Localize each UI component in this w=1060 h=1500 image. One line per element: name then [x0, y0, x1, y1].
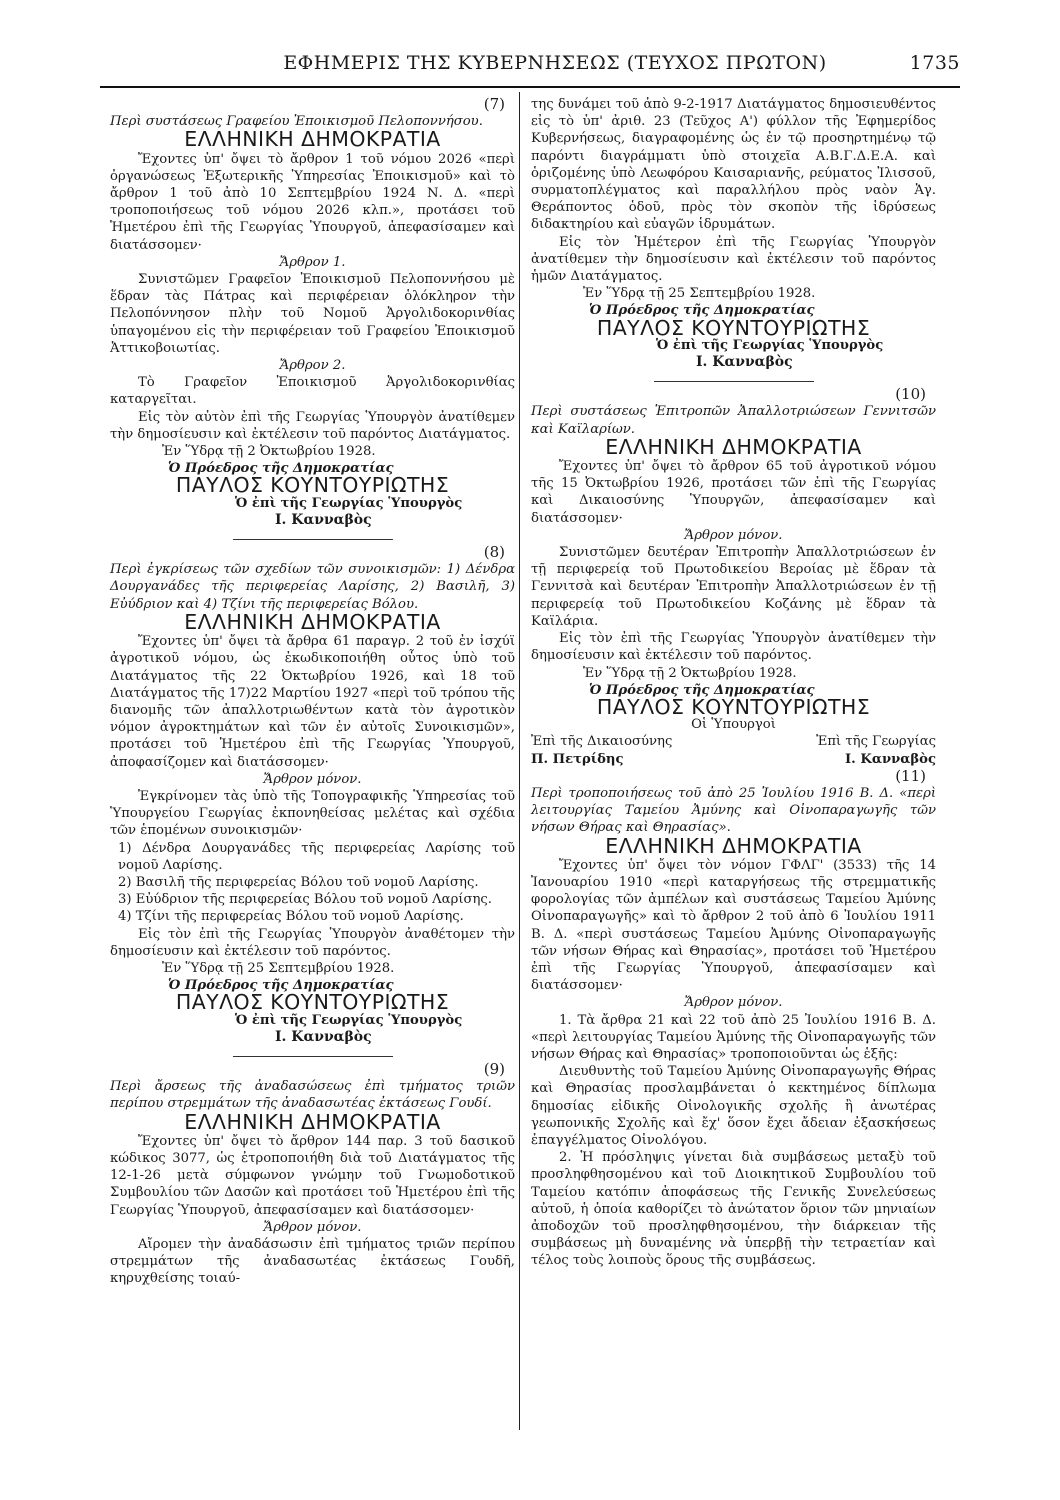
decree-date: Ἐν Ὕδρᾳ τῇ 2 Ὀκτωβρίου 1928. — [583, 665, 797, 681]
minister2-name: Ι. Κανναβὸς — [845, 751, 936, 767]
list-item: 2) Βασιλῆ τῆς περιφερείας Βόλου τοῦ νομοῦ Λαρίσης. — [118, 874, 479, 890]
decree-date: Ἐν Ὕδρᾳ τῇ 25 Σεπτεμβρίου 1928. — [162, 960, 395, 976]
republic-heading: ΕΛΛΗΝΙΚΗ ΔΗΜΟΚΡΑΤΙΑ — [605, 434, 862, 459]
column-divider — [519, 92, 520, 1430]
decree-date: Ἐν Ὕδρᾳ τῇ 25 Σεπτεμβρίου 1928. — [583, 286, 816, 302]
article-label: Ἄρθρον 2. — [279, 358, 346, 374]
preamble: Ἔχοντες ὑπ' ὄψει τὰ ἄρθρα 61 παραγρ. 2 τοῦ ἐν ἰσχύϊ ἀγροτικοῦ νόμου, ὡς ἐκωδικοποιήθη οὗτος ὑπὸ τοῦ Διατάγματος τῆς 22 Ὀκτωβρίου 1926, καὶ 18 τοῦ Διατάγματος τῆς 17)22 Μαρτίου 1927 «περὶ τοῦ τρόπου τῆς διανομῆς τῶν ἀπαλλοτριωθέντων κατὰ τὸν ἀγροτικὸν νόμον ἀγροκτημάτων καὶ τῶν ἐν αὐτοῖς Συνοικισμῶν», προτάσει τοῦ Ἡμετέρου ἐπὶ τῆς Γεωργίας Ὑπουργοῦ, ἀποφασίζομεν καὶ διατάσσομεν· — [110, 634, 515, 770]
minister-title: Ὁ ἐπὶ τῆς Γεωργίας Ὑπουργὸς — [235, 495, 463, 511]
decree-9 — [110, 1061, 515, 1288]
republic-heading: ΕΛΛΗΝΙΚΗ ΔΗΜΟΚΡΑΤΙΑ — [184, 127, 441, 152]
preamble: Ἔχοντες ὑπ' ὄψει τὸν νόμον ΓΦΛΓ' (3533) τῆς 14 Ἰανουαρίου 1910 «περὶ καταργήσεως τῆς στρεμματικῆς φορολογίας τῶν ἀμπέλων καὶ συστάσεως Ταμείου Ἀμύνης Οἰνοπαραγωγῆς» καὶ τὸ ἄρθρον 2 τοῦ ἀπὸ 6 Ἰουλίου 1911 Β. Δ. «περὶ συστάσεως Ταμείου Ἀμύνης Οἰνοπαραγωγῆς τῶν νήσων Θήρας καὶ Θηρασίας», προτάσει τοῦ Ἡμετέρου ἐπὶ τῆς Γεωργίας Ὑπουργοῦ, ἀπεφασίσαμεν καὶ διατάσσομεν· — [531, 857, 936, 994]
closing-text: Εἰς τὸν αὐτὸν ἐπὶ τῆς Γεωργίας Ὑπουργὸν ἀνατίθεμεν τὴν δημοσίευσιν καὶ ἐκτέλεσιν τοῦ παρόντος Διατάγματος. — [110, 409, 515, 442]
list-item: 3) Εὐύδριον τῆς περιφερείας Βόλου τοῦ νομοῦ Λαρίσης. — [118, 892, 492, 908]
president-title: Ὁ Πρόεδρος τῆς Δημοκρατίας — [168, 978, 394, 994]
separator — [233, 539, 393, 540]
article-label: Ἄρθρον μόνον. — [684, 995, 783, 1011]
decree-11 — [531, 768, 936, 1270]
minister-name: Ι. Κανναβὸς — [696, 354, 793, 371]
article-text: Τὸ Γραφεῖον Ἐποικισμοῦ Ἀργολιδοκορινθίας καταργεῖται. — [110, 375, 515, 408]
page-header — [150, 52, 960, 82]
article-text: Συνιστῶμεν δευτέραν Ἐπιτροπὴν Ἀπαλλοτριώσεων ἐν τῇ περιφερείᾳ τοῦ Πρωτοδικείου Βεροίας μὲ ἕδραν τὰ Γεννιτσὰ καὶ δευτέραν Ἐπιτροπὴν Ἀπαλλοτριώσεων ἐν τῇ περιφερείᾳ τοῦ Πρωτοδικείου Κοζάνης μὲ ἕδραν τὰ Καϊλάρια. — [531, 545, 936, 629]
decree-number: (7) — [483, 95, 505, 113]
minister-name: Ι. Κανναβὸς — [275, 511, 372, 528]
article-label: Ἄρθρον 1. — [279, 254, 346, 270]
article-text: Συνιστῶμεν Γραφεῖον Ἐποικισμοῦ Πελοποννήσου μὲ ἕδραν τὰς Πάτρας καὶ περιφέρειαν ὁλόκληρον τὴν Πελοπόννησον πλὴν τοῦ Νομοῦ Ἀργολιδοκορινθίας ὑπαγομένου εἰς τὴν περιφέρειαν τοῦ Γραφείου Ἐποικισμοῦ Ἀττικοβοιωτίας. — [110, 272, 515, 356]
minister1-name: Π. Πετρίδης — [531, 751, 624, 767]
minister-title: Ὁ ἐπὶ τῆς Γεωργίας Ὑπουργὸς — [656, 337, 884, 353]
president-name: ΠΑΥΛΟΣ ΚΟΥΝΤΟΥΡΙΩΤΗΣ — [596, 694, 871, 719]
president-name: ΠΑΥΛΟΣ ΚΟΥΝΤΟΥΡΙΩΤΗΣ — [175, 473, 450, 498]
right-column — [531, 96, 936, 1270]
paragraph-1: 1. Τὰ ἄρθρα 21 καὶ 22 τοῦ ἀπὸ 25 Ἰουλίου 1916 Β. Δ. «περὶ λειτουργίας Ταμείου Ἀμύνης τῆς Οἰνοπαραγωγῆς τῶν νήσων Θήρας καὶ Θηρασίας» τροποποιοῦνται ὡς ἑξῆς: — [531, 1012, 936, 1062]
list-item: 1) Δένδρα Δουργανάδες τῆς περιφερείας Λαρίσης τοῦ νομοῦ Λαρίσης. — [118, 840, 515, 873]
header-title: ΕΦΗΜΕΡΙΣ ΤΗΣ ΚΥΒΕΡΝΗΣΕΩΣ (ΤΕΥΧΟΣ ΠΡΩΤΟΝ) — [283, 52, 827, 74]
header-rule — [100, 86, 960, 88]
president-name: ΠΑΥΛΟΣ ΚΟΥΝΤΟΥΡΙΩΤΗΣ — [175, 990, 450, 1015]
closing-text: Εἰς τὸν ἐπὶ τῆς Γεωργίας Ὑπουργὸν ἀναθέτομεν τὴν δημοσίευσιν καὶ ἐκτέλεσιν τοῦ παρόντος. — [110, 926, 515, 959]
list-item: 4) Τζίνι τῆς περιφερείας Βόλου τοῦ νομοῦ Λαρίσης. — [118, 909, 464, 925]
page-number: 1735 — [909, 52, 960, 74]
decree-number: (10) — [895, 385, 926, 404]
president-title: Ὁ Πρόεδρος τῆς Δημοκρατίας — [589, 682, 815, 698]
preamble: Ἔχοντες ὑπ' ὄψει τὸ ἄρθρον 1 τοῦ νόμου 2026 «περὶ ὀργανώσεως Ἐξωτερικῆς Ὑπηρεσίας Ἐποικισμοῦ» καὶ τὸ ἄρθρον 1 τοῦ ἀπὸ 10 Σεπτεμβρίου 1924 Ν. Δ. «περὶ τροποποιήσεως τοῦ νόμου 2026 κλπ.», προτάσει τοῦ Ἡμετέρου ἐπὶ τῆς Γεωργίας Ὑπουργοῦ, ἀπεφασίσαμεν καὶ διατάσσομεν· — [110, 151, 515, 253]
ministers-names — [531, 751, 936, 768]
decree-number: (8) — [483, 543, 505, 562]
continued-text: της δυνάμει τοῦ ἀπὸ 9-2-1917 Διατάγματος δημοσιευθέντος εἰς τὸ ὑπ' ἀριθ. 23 (Τεῦχος Α') φύλλον τῆς Ἐφημερίδος Κυβερνήσεως, διαγραφομένης ὡς ἐν τῷ προσηρτημένῳ τῷ παρόντι διαγράμματι ὑπὸ στοιχεῖα Α.Β.Γ.Δ.Ε.Α. καὶ ὁριζομένης ὑπὸ Λεωφόρου Καισαριανῆς, ρεύματος Ἰλισσοῦ, συρματοπλέγματος καὶ παραλλήλου πρὸς ναὸν Ἁγ. Θεράποντος ὁδοῦ, πρὸς τὸν σκοπὸν τῆς ἱδρύσεως διδακτηρίου καὶ εὐαγῶν ἱδρυμάτων. — [531, 97, 936, 233]
article-text: Ἐγκρίνομεν τὰς ὑπὸ τῆς Τοπογραφικῆς Ὑπηρεσίας τοῦ Ὑπουργείου Γεωργίας ἐκπονηθείσας μελέτας καὶ σχέδια τῶν ἑπομένων συνοικισμῶν· — [110, 788, 515, 839]
article-label: Ἄρθρον μόνον. — [263, 771, 362, 787]
separator — [654, 381, 814, 382]
republic-heading: ΕΛΛΗΝΙΚΗ ΔΗΜΟΚΡΑΤΙΑ — [184, 609, 441, 634]
decree-9-continued — [531, 96, 936, 382]
republic-heading: ΕΛΛΗΝΙΚΗ ΔΗΜΟΚΡΑΤΙΑ — [605, 833, 862, 858]
decree-title: Περὶ ἄρσεως τῆς ἀναδασώσεως ἐπὶ τμήματος τριῶν περίπου στρεμμάτων τῆς ἀναδασωτέας ἐκτάσεως Γουδί. — [110, 1079, 515, 1112]
paragraph-1b: Διευθυντὴς τοῦ Ταμείου Ἀμύνης Οἰνοπαραγωγῆς Θήρας καὶ Θηρασίας προσλαμβάνεται ὁ κεκτημένος δίπλωμα δημοσίας εἰδικῆς Οἰνολογικῆς σχολῆς ἢ ἀνωτέρας γεωπονικῆς Σχολῆς καὶ ἔχ' ὅσον ἔχει ἄδειαν ἐξασκήσεως ἐπαγγέλματος Οἰνολόγου. — [531, 1064, 936, 1148]
republic-heading: ΕΛΛΗΝΙΚΗ ΔΗΜΟΚΡΑΤΙΑ — [184, 1109, 441, 1134]
minister-name: Ι. Κανναβὸς — [275, 1028, 372, 1045]
minister1-title: Ἐπὶ τῆς Δικαιοσύνης — [531, 734, 673, 750]
decree-8 — [110, 544, 515, 1057]
president-name: ΠΑΥΛΟΣ ΚΟΥΝΤΟΥΡΙΩΤΗΣ — [596, 315, 871, 340]
ministers-label: Οἱ Ὑπουργοὶ — [691, 717, 776, 733]
decree-title: Περὶ τροποποιήσεως τοῦ ἀπὸ 25 Ἰουλίου 1916 Β. Δ. «περὶ λειτουργίας Ταμείου Ἀμύνης καὶ Οἰνοπαραγωγῆς τῶν νήσων Θήρας καὶ Θηρασίας». — [531, 785, 936, 836]
preamble: Ἔχοντες ὑπ' ὄψει τὸ ἄρθρον 144 παρ. 3 τοῦ δασικοῦ κώδικος 3077, ὡς ἐτροποποιήθη διὰ τοῦ Διατάγματος τῆς 12-1-26 μετὰ σύμφωνον γνώμην τοῦ Γνωμοδοτικοῦ Συμβουλίου τῶν Δασῶν καὶ προτάσει τοῦ Ἡμετέρου ἐπὶ τῆς Γεωργίας Ὑπουργοῦ, ἀπεφασίσαμεν καὶ διατάσσομεν· — [110, 1133, 515, 1218]
closing-text: Εἰς τὸν Ἡμέτερον ἐπὶ τῆς Γεωργίας Ὑπουργὸν ἀνατίθεμεν τὴν δημοσίευσιν καὶ ἐκτέλεσιν τοῦ παρόντος ἡμῶν Διατάγματος. — [531, 234, 936, 285]
closing-text: Εἰς τὸν ἐπὶ τῆς Γεωργίας Ὑπουργὸν ἀνατίθεμεν τὴν δημοσίευσιν καὶ ἐκτέλεσιν τοῦ παρόντος. — [531, 631, 936, 664]
decree-number: (11) — [895, 766, 926, 785]
article-label: Ἄρθρον μόνον. — [684, 527, 783, 543]
article-label: Ἄρθρον μόνον. — [263, 1219, 362, 1235]
paragraph-2: 2. Ἡ πρόσληψις γίνεται διὰ συμβάσεως μεταξὺ τοῦ προσληφθησομένου καὶ τοῦ Διοικητικοῦ Συμβουλίου τοῦ Ταμείου κατόπιν ἀποφάσεως τῆς Γενικῆς Συνελεύσεως αὐτοῦ, ἡ ὁποία καθορίζει τὸ ἀνώτατον ὅριον τῶν μηνιαίων ἀποδοχῶν τοῦ προσληφθησομένου, τὴν διάρκειαν τῆς συμβάσεως μὴ δυναμένης νὰ ὑπερβῇ τὴν τετραετίαν καὶ τέλος τοὺς λοιποὺς ὅρους τῆς συμβάσεως. — [531, 1150, 936, 1269]
separator — [233, 1056, 393, 1057]
president-title: Ὁ Πρόεδρος τῆς Δημοκρατίας — [168, 461, 394, 477]
minister-title: Ὁ ἐπὶ τῆς Γεωργίας Ὑπουργὸς — [235, 1012, 463, 1028]
article-text: Αἴρομεν τὴν ἀναδάσωσιν ἐπὶ τμήματος τριῶν περίπου στρεμμάτων τῆς ἀναδασωτέας ἐκτάσεως Γουδῆ, κηρυχθείσης τοιαύ- — [110, 1237, 515, 1287]
decree-title: Περὶ ἐγκρίσεως τῶν σχεδίων τῶν συνοικισμῶν: 1) Δένδρα Δουργανάδες τῆς περιφερείας Λαρίσης, 2) Βασιλῆ, 3) Εὐύδριον καὶ 4) Τζίνι τῆς περιφερείας Βόλου. — [110, 562, 515, 612]
decree-title: Περὶ συστάσεως Ἐπιτροπῶν Ἀπαλλοτριώσεων Γεννιτσῶν καὶ Καϊλαρίων. — [531, 404, 936, 437]
decree-7 — [110, 96, 515, 540]
decree-date: Ἐν Ὕδρᾳ τῇ 2 Ὀκτωβρίου 1928. — [162, 444, 376, 460]
ministers-titles — [531, 733, 936, 750]
minister2-title: Ἐπὶ τῆς Γεωργίας — [816, 734, 936, 750]
decree-number: (9) — [483, 1059, 505, 1078]
left-column — [110, 96, 515, 1288]
preamble: Ἔχοντες ὑπ' ὄψει τὸ ἄρθρον 65 τοῦ ἀγροτικοῦ νόμου τῆς 15 Ὀκτωβρίου 1926, προτάσει τῶν ἐπὶ τῆς Γεωργίας καὶ Δικαιοσύνης Ὑπουργῶν, ἀπεφασίσαμεν καὶ διατάσσομεν· — [531, 459, 936, 526]
decree-title: Περὶ συστάσεως Γραφείου Ἐποικισμοῦ Πελοποννήσου. — [110, 114, 483, 130]
decree-10 — [531, 386, 936, 767]
president-title: Ὁ Πρόεδρος τῆς Δημοκρατίας — [589, 303, 815, 319]
